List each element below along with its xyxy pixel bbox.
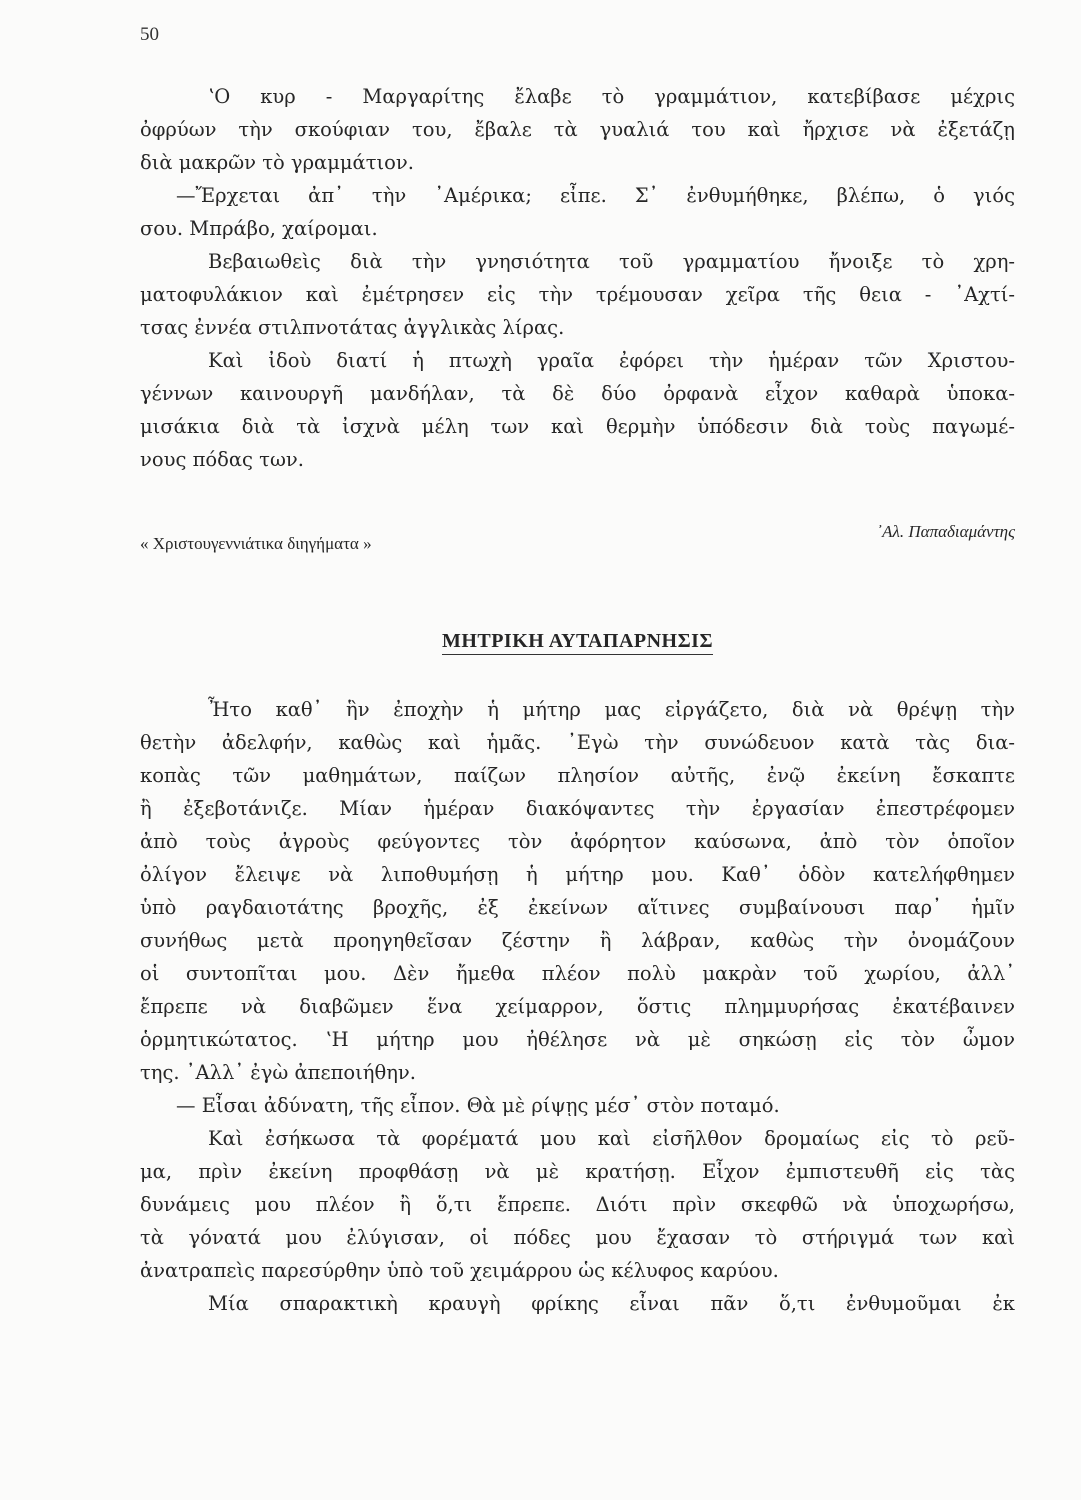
text-line: συνήθως μετὰ προηγηθεῖσαν ζέστην ἢ λάβραν, καθὼς τὴν ὀνομάζουν bbox=[140, 929, 1015, 952]
text-line: Μία σπαρακτικὴ κραυγὴ φρίκης εἶναι πᾶν ὅ,τι ἐνθυμοῦμαι ἐκ bbox=[208, 1292, 1015, 1315]
text-line: τὰ γόνατά μου ἐλύγισαν, οἱ πόδες μου ἔχασαν τὸ στήριγμά των καὶ bbox=[140, 1226, 1015, 1249]
source-title: « Χριστουγεννιάτικα διηγήματα » bbox=[140, 534, 372, 553]
text-line: μα, πρὶν ἐκείνη προφθάσῃ νὰ μὲ κρατήσῃ. Εἶχον ἐμπιστευθῆ εἰς τὰς bbox=[140, 1160, 1015, 1183]
text-line: Βεβαιωθεὶς διὰ τὴν γνησιότητα τοῦ γραμματίου ἤνοιξε τὸ χρη- bbox=[208, 250, 1015, 273]
text-line: μισάκια διὰ τὰ ἰσχνὰ μέλη των καὶ θερμὴν ὑπόδεσιν διὰ τοὺς παγωμέ- bbox=[140, 415, 1015, 438]
text-line: — Εἶσαι ἀδύνατη, τῆς εἶπον. Θὰ μὲ ρίψῃς μέσ᾿ στὸν ποταμό. bbox=[176, 1094, 780, 1117]
text-line: σου. Μπράβο, χαίρομαι. bbox=[140, 217, 378, 240]
text-line: ματοφυλάκιον καὶ ἐμέτρησεν εἰς τὴν τρέμουσαν χεῖρα τῆς θεια - ᾿Αχτί- bbox=[140, 283, 1015, 306]
text-line: ἔπρεπε νὰ διαβῶμεν ἕνα χείμαρρον, ὅστις πλημμυρήσας ἐκατέβαινεν bbox=[140, 995, 1015, 1018]
story-1-body bbox=[140, 80, 1015, 476]
text-line: γέννων καινουργῆ μανδήλαν, τὰ δὲ δύο ὀρφανὰ εἶχον καθαρὰ ὑποκα- bbox=[140, 382, 1015, 405]
text-line: ὀλίγον ἔλειψε νὰ λιποθυμήσῃ ἡ μήτηρ μου. Καθ᾿ ὁδὸν κατελήφθημεν bbox=[140, 863, 1015, 886]
text-line: Καὶ ἐσήκωσα τὰ φορέματά μου καὶ εἰσῆλθον δρομαίως εἰς τὸ ρεῦ- bbox=[208, 1127, 1015, 1150]
text-line: της. ᾿Αλλ᾿ ἐγὼ ἀπεποιήθην. bbox=[140, 1061, 416, 1084]
text-line: νους πόδας των. bbox=[140, 448, 304, 471]
page-number: 50 bbox=[140, 24, 159, 45]
text-line: —Ἔρχεται ἀπ᾿ τὴν ᾿Αμέρικα; εἶπε. Σ᾿ ἐνθυμήθηκε, βλέπω, ὁ γιός bbox=[176, 184, 1015, 207]
text-line: ἀνατραπεὶς παρεσύρθην ὑπὸ τοῦ χειμάρρου ὡς κέλυφος καρύου. bbox=[140, 1259, 779, 1282]
text-line: Ἦτο καθ᾿ ἣν ἐποχὴν ἡ μήτηρ μας εἰργάζετο, διὰ νὰ θρέψῃ τὴν bbox=[208, 698, 1015, 721]
text-line: θετὴν ἀδελφήν, καθὼς καὶ ἡμᾶς. ᾿Εγὼ τὴν συνώδευον κατὰ τὰς δια- bbox=[140, 731, 1015, 754]
text-line: τσας ἐννέα στιλπνοτάτας ἀγγλικὰς λίρας. bbox=[140, 316, 565, 339]
source-attribution bbox=[140, 522, 1015, 562]
section-title bbox=[140, 628, 1015, 655]
text-line: ʽΟ κυρ - Μαργαρίτης ἔλαβε τὸ γραμμάτιον, κατεβίβασε μέχρις bbox=[208, 85, 1015, 108]
text-line: οἱ συντοπῖται μου. Δὲν ἤμεθα πλέον πολὺ μακρὰν τοῦ χωρίου, ἀλλ᾿ bbox=[140, 962, 1015, 985]
text-line: διὰ μακρῶν τὸ γραμμάτιον. bbox=[140, 151, 414, 174]
story-2-body bbox=[140, 693, 1015, 1320]
text-line: Καὶ ἰδοὺ διατί ἡ πτωχὴ γραῖα ἐφόρει τὴν ἡμέραν τῶν Χριστου- bbox=[208, 349, 1015, 372]
text-line: ἢ ἐξεβοτάνιζε. Μίαν ἡμέραν διακόψαντες τὴν ἐργασίαν ἐπεστρέφομεν bbox=[140, 797, 1015, 820]
section-title-text: ΜΗΤΡΙΚΗ ΑΥΤΑΠΑΡΝΗΣΙΣ bbox=[442, 628, 713, 655]
text-line: ἀπὸ τοὺς ἀγροὺς φεύγοντες τὸν ἀφόρητον καύσωνα, ἀπὸ τὸν ὁποῖον bbox=[140, 830, 1015, 853]
text-line: ὁρμητικώτατος. ʽΗ μήτηρ μου ἠθέλησε νὰ μὲ σηκώσῃ εἰς τὸν ὦμον bbox=[140, 1028, 1015, 1051]
author-name: ᾿Αλ. Παπαδιαμάντης bbox=[876, 522, 1015, 541]
text-line: ὑπὸ ραγδαιοτάτης βροχῆς, ἐξ ἐκείνων αἵτινες συμβαίνουσι παρ᾿ ἡμῖν bbox=[140, 896, 1015, 919]
text-line: κοπὰς τῶν μαθημάτων, παίζων πλησίον αὐτῆς, ἐνῷ ἐκείνη ἔσκαπτε bbox=[140, 764, 1015, 787]
text-line: ὀφρύων τὴν σκούφιαν του, ἔβαλε τὰ γυαλιά του καὶ ἤρχισε νὰ ἐξετάζῃ bbox=[140, 118, 1015, 141]
text-line: δυνάμεις μου πλέον ἢ ὅ,τι ἔπρεπε. Διότι πρὶν σκεφθῶ νὰ ὑποχωρήσω, bbox=[140, 1193, 1015, 1216]
